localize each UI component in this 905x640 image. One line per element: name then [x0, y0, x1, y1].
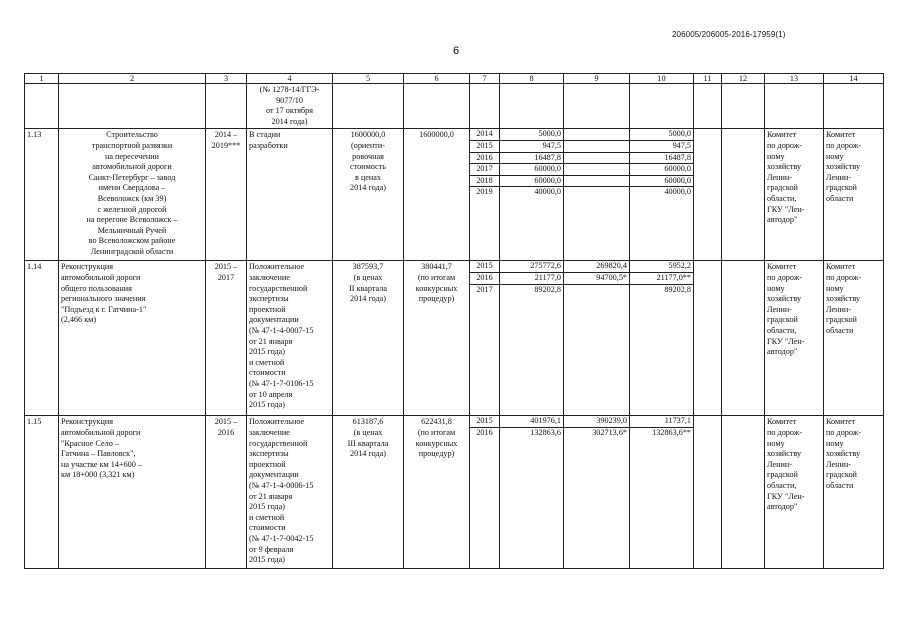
document-id: 206005/206005-2016-17959(1) [672, 30, 786, 39]
regional-cell [630, 416, 694, 569]
federal-value [564, 129, 629, 141]
developer: Комитет по дорож- ному хозяйству Ленин- градской области [824, 261, 884, 416]
year: 2015 [470, 261, 499, 273]
customer: Комитет по дорож- ному хозяйству Ленин- градской области, ГКУ "Лен- автодор" [765, 261, 824, 416]
year: 2015 [470, 141, 499, 153]
regional-value: 947,5 [630, 141, 693, 153]
page-number: 6 [453, 45, 460, 57]
total-value: 132863,6 [530, 427, 561, 437]
year: 2014 [470, 129, 499, 141]
cost-limit: 622431,8 (по итогам конкурсных процедур) [404, 416, 470, 569]
col-header: 13 [765, 74, 824, 84]
year: 2018 [470, 176, 499, 188]
table-row [25, 416, 884, 569]
object-name: Строительство транспортной развязки на пересечении автомобильной дороги Санкт-Петербург – завод имени Свердлова – Всеволожск (км 39) с железной дорогой на перегоне Всеволожск – Мельничный Ручей во Всеволожском районе Ленинградской области [59, 129, 206, 261]
regional-value: 5000,0 [630, 129, 693, 141]
table-row [25, 261, 884, 416]
federal-cell [564, 129, 630, 261]
col-header: 7 [470, 74, 500, 84]
year: 2019 [476, 187, 493, 197]
federal-value [564, 187, 629, 198]
year: 2017 [470, 164, 499, 176]
estimated-cost: 1600000,0 (ориенти- ровочная стоимость в ценах 2014 года) [333, 129, 404, 261]
col-header: 11 [694, 74, 722, 84]
total-value: 89202,8 [534, 284, 561, 294]
federal-cell [564, 416, 630, 569]
row-number: 1.15 [25, 416, 59, 569]
federal-cell [564, 261, 630, 416]
regional-value: 16487,8 [630, 153, 693, 165]
column-number-row [25, 74, 884, 84]
col-header: 9 [564, 74, 630, 84]
federal-value [564, 164, 629, 176]
federal-value [564, 141, 629, 153]
federal-value: 94700,5* [564, 273, 629, 285]
year: 2016 [476, 427, 493, 437]
col-header: 4 [247, 74, 333, 84]
total-value: 5000,0 [500, 129, 563, 141]
years-cell [470, 416, 500, 569]
total-value: 947,5 [500, 141, 563, 153]
developer: Комитет по дорож- ному хозяйству Ленин- градской области [824, 129, 884, 261]
total-value: 60000,0 [500, 176, 563, 188]
federal-value: 269820,4 [564, 261, 629, 273]
year: 2015 [470, 416, 499, 428]
period: 2014 – 2019*** [206, 129, 247, 261]
col-header: 5 [333, 74, 404, 84]
continuation-row [25, 84, 884, 129]
period: 2015 – 2017 [206, 261, 247, 416]
federal-value: 302713,6* [592, 427, 627, 437]
total-value: 60000,0 [500, 164, 563, 176]
col-header: 1 [25, 74, 59, 84]
total-cell [500, 129, 564, 261]
total-value: 16487,8 [500, 153, 563, 165]
documentation: В стадии разработки [247, 129, 333, 261]
regional-value: 60000,0 [630, 164, 693, 176]
total-value: 21177,0 [500, 273, 563, 285]
year: 2016 [470, 153, 499, 165]
years-cell [470, 129, 500, 261]
col-header: 3 [206, 74, 247, 84]
row-number: 1.13 [25, 129, 59, 261]
object-name: Реконструкция автомобильной дороги "Красное Село – Гатчина – Павловск", на участке км 14+600 – км 18+000 (3,321 км) [59, 416, 206, 569]
regional-value: 60000,0 [630, 176, 693, 188]
regional-cell [630, 261, 694, 416]
estimated-cost: 613187,6 (в ценах III квартала 2014 года) [333, 416, 404, 569]
regional-value: 40000,0 [664, 187, 691, 197]
object-name: Реконструкция автомобильной дороги общего пользования регионального значения "Подъезд к г. Гатчина-1" (2,466 км) [59, 261, 206, 416]
col-header: 12 [722, 74, 765, 84]
total-cell [500, 261, 564, 416]
customer: Комитет по дорож- ному хозяйству Ленин- градской области, ГКУ "Лен- автодор" [765, 129, 824, 261]
period: 2015 – 2016 [206, 416, 247, 569]
col-header: 10 [630, 74, 694, 84]
col-header: 14 [824, 74, 884, 84]
federal-value: 390239,0 [564, 416, 629, 428]
regional-value: 132863,6** [652, 427, 691, 437]
continuation-doc: (№ 1278-14/ГГЭ- 9077/10 от 17 октября 2014 года) [247, 84, 333, 129]
total-cell [500, 416, 564, 569]
total-value: 401976,1 [500, 416, 563, 428]
regional-value: 11737,1 [630, 416, 693, 428]
customer: Комитет по дорож- ному хозяйству Ленин- градской области, ГКУ "Лен- автодор" [765, 416, 824, 569]
table-row [25, 129, 884, 261]
years-cell [470, 261, 500, 416]
program-table [24, 73, 884, 569]
developer: Комитет по дорож- ному хозяйству Ленин- градской области [824, 416, 884, 569]
col-header: 8 [500, 74, 564, 84]
row-number: 1.14 [25, 261, 59, 416]
estimated-cost: 387593,7 (в ценах II квартала 2014 года) [333, 261, 404, 416]
year: 2016 [470, 273, 499, 285]
regional-value: 5952,2 [630, 261, 693, 273]
regional-value: 89202,8 [664, 284, 691, 294]
cost-limit: 380441,7 (по итогам конкурсных процедур) [404, 261, 470, 416]
documentation: Положительное заключение государственной экспертизы проектной документации (№ 47-1-4-0006-15 от 21 января 2015 года) и сметной стоимости (№ 47-1-7-0042-15 от 9 февраля 2015 года) [247, 416, 333, 569]
regional-cell [630, 129, 694, 261]
federal-value [564, 153, 629, 165]
total-value: 275772,6 [500, 261, 563, 273]
federal-value [564, 176, 629, 188]
regional-value: 21177,0** [630, 273, 693, 285]
federal-value [564, 285, 629, 296]
documentation: Положительное заключение государственной экспертизы проектной документации (№ 47-1-4-0007-15 от 21 января 2015 года) и сметной стоимости (№ 47-1-7-0106-15 от 10 апреля 2015 года) [247, 261, 333, 416]
col-header: 2 [59, 74, 206, 84]
cost-limit: 1600000,0 [404, 129, 470, 261]
col-header: 6 [404, 74, 470, 84]
total-value: 40000,0 [534, 187, 561, 197]
year: 2017 [476, 284, 493, 294]
